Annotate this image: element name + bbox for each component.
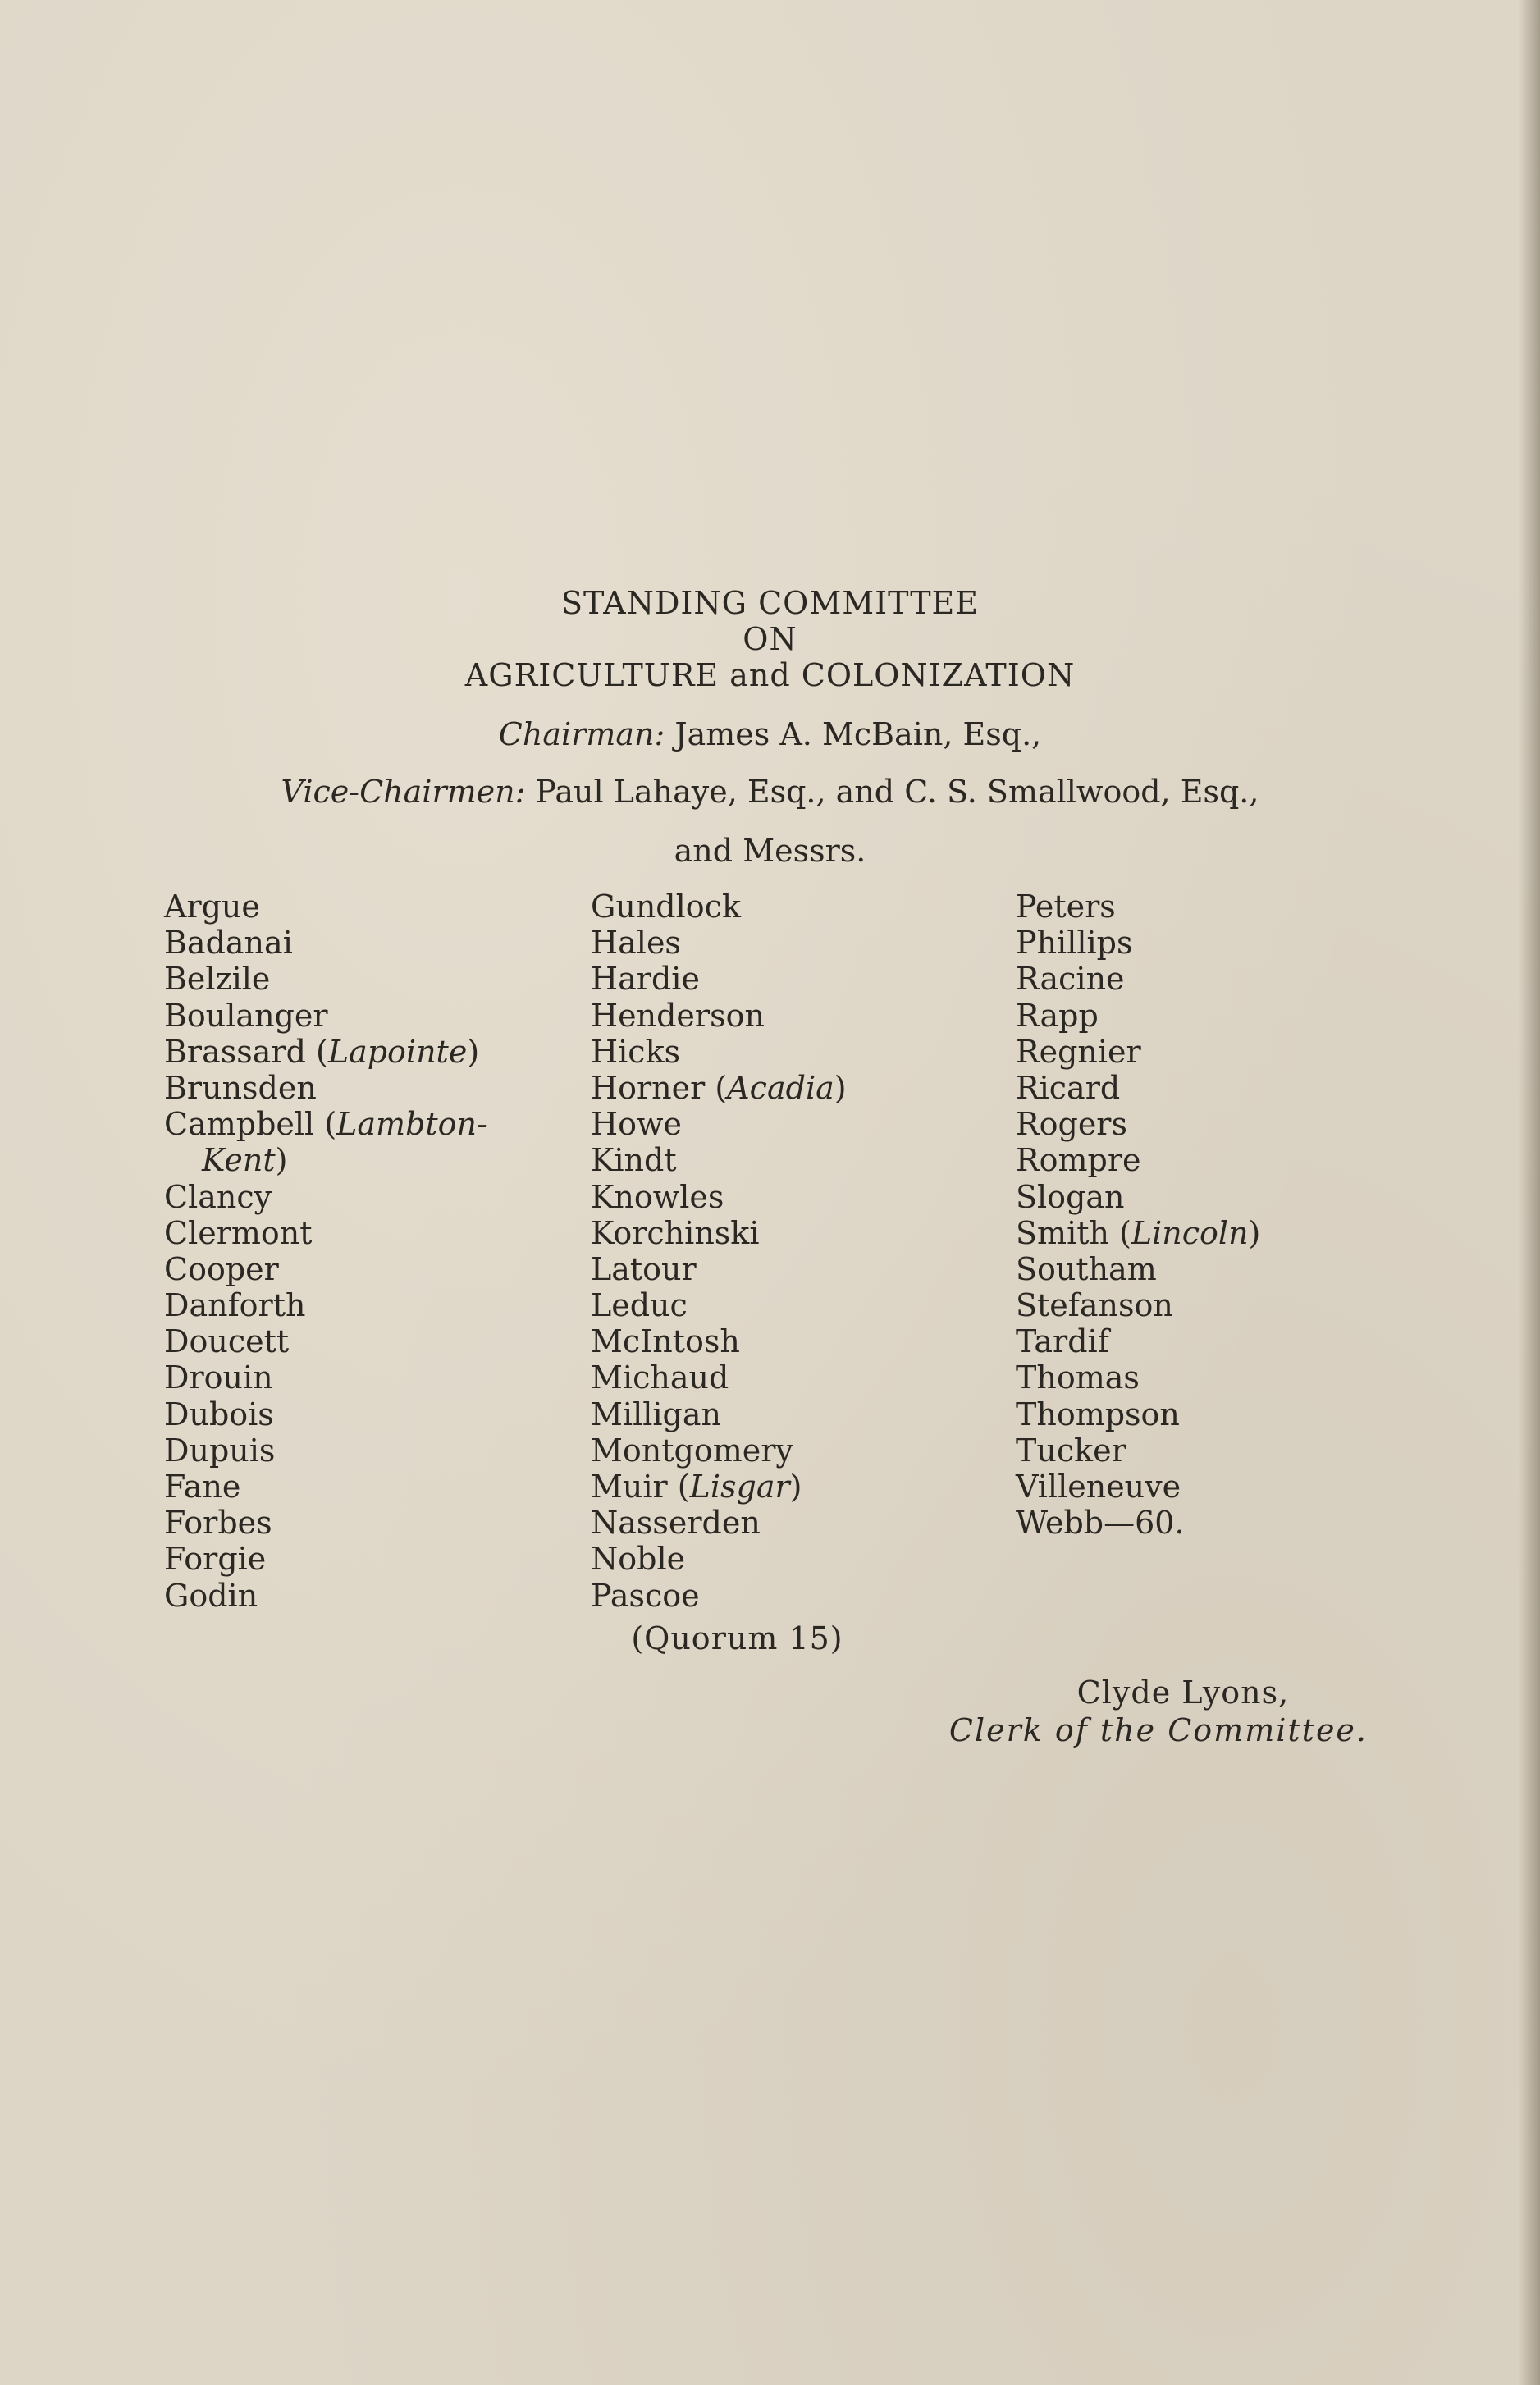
member-district: Kent) <box>202 1142 288 1179</box>
member-entry <box>1016 1034 1260 1070</box>
member-district: (Lisgar) <box>677 1469 802 1505</box>
member-name: Webb—60. <box>1016 1505 1185 1542</box>
member-entry <box>591 1287 847 1323</box>
member-name: Gundlock <box>591 889 741 925</box>
member-entry <box>591 998 847 1034</box>
member-name: Cooper <box>164 1250 279 1287</box>
member-entry <box>1016 1215 1260 1251</box>
member-name: Muir <box>591 1469 668 1505</box>
member-entry <box>1016 1106 1260 1142</box>
member-entry <box>591 1142 847 1178</box>
member-entry <box>1016 1287 1260 1323</box>
member-entry <box>591 1469 847 1505</box>
member-name: Dubois <box>164 1396 274 1432</box>
member-name: Hardie <box>591 961 700 998</box>
member-name: McIntosh <box>591 1323 740 1360</box>
member-name: Hicks <box>591 1033 681 1070</box>
member-entry <box>164 1215 487 1251</box>
member-name: Clermont <box>164 1214 313 1251</box>
member-entry <box>164 925 487 961</box>
clerk-title: Clerk of the Committee. <box>948 1712 1368 1748</box>
member-name: Belzile <box>164 961 271 998</box>
member-entry <box>591 1323 847 1359</box>
member-name: Thompson <box>1016 1396 1180 1432</box>
member-entry <box>164 998 487 1034</box>
member-name: Korchinski <box>591 1214 760 1251</box>
member-entry <box>164 1469 487 1505</box>
member-name: Brassard <box>164 1033 306 1070</box>
heading-line-2: ON <box>743 621 797 657</box>
vice-chairmen-names: Paul Lahaye, Esq., and C. S. Smallwood, Esq., <box>535 774 1259 810</box>
member-district: (Lincoln) <box>1119 1214 1261 1251</box>
member-name: Racine <box>1016 961 1125 998</box>
member-entry <box>591 1505 847 1541</box>
member-entry <box>591 1541 847 1577</box>
member-name: Drouin <box>164 1359 273 1396</box>
member-name: Rapp <box>1016 997 1099 1034</box>
member-entry <box>164 1505 487 1541</box>
member-name: Thomas <box>1016 1359 1140 1396</box>
member-entry <box>591 1106 847 1142</box>
member-entry <box>1016 1323 1260 1359</box>
member-name: Fane <box>164 1469 241 1505</box>
member-name: Forbes <box>164 1505 272 1542</box>
member-entry <box>591 1179 847 1215</box>
member-name: Latour <box>591 1250 697 1287</box>
member-entry <box>164 1179 487 1215</box>
member-name: Michaud <box>591 1359 729 1396</box>
member-name: Henderson <box>591 997 765 1034</box>
member-entry <box>164 1323 487 1359</box>
page-edge-shadow <box>1519 0 1540 2385</box>
member-name: Pascoe <box>591 1577 700 1614</box>
member-name: Stefanson <box>1016 1287 1173 1324</box>
quorum-note: (Quorum 15) <box>631 1620 843 1656</box>
member-name: Howe <box>591 1106 683 1143</box>
member-entry <box>164 1070 487 1106</box>
member-entry <box>1016 1432 1260 1469</box>
member-entry <box>1016 961 1260 997</box>
member-name: Regnier <box>1016 1033 1141 1070</box>
messrs-line: and Messrs. <box>674 833 866 869</box>
member-entry <box>1016 1396 1260 1432</box>
member-name: Horner <box>591 1069 706 1106</box>
member-name: Milligan <box>591 1396 721 1432</box>
member-name: Hales <box>591 925 681 962</box>
member-entry <box>1016 889 1260 925</box>
member-column-3 <box>1016 889 1260 1541</box>
member-entry <box>1016 1142 1260 1178</box>
member-name: Dupuis <box>164 1432 276 1469</box>
member-entry <box>164 1287 487 1323</box>
member-name: Smith <box>1016 1214 1109 1251</box>
member-name: Rogers <box>1016 1106 1127 1143</box>
member-entry <box>591 1578 847 1614</box>
member-entry <box>1016 998 1260 1034</box>
member-name: Leduc <box>591 1287 688 1324</box>
member-name: Danforth <box>164 1287 306 1324</box>
member-entry <box>164 1541 487 1577</box>
member-name: Montgomery <box>591 1432 793 1469</box>
vice-chairmen-line <box>0 774 1540 810</box>
member-entry <box>164 1359 487 1396</box>
member-entry <box>164 1396 487 1432</box>
member-entry <box>591 961 847 997</box>
member-entry <box>164 961 487 997</box>
member-name: Peters <box>1016 889 1116 925</box>
member-entry <box>164 1578 487 1614</box>
member-entry <box>591 925 847 961</box>
member-name: Campbell <box>164 1106 315 1143</box>
member-district: (Lambton- <box>324 1106 487 1143</box>
member-entry <box>164 1142 487 1178</box>
member-name: Kindt <box>591 1142 677 1179</box>
member-entry <box>164 1432 487 1469</box>
member-entry <box>1016 1469 1260 1505</box>
member-name: Noble <box>591 1541 686 1578</box>
member-entry <box>1016 1070 1260 1106</box>
chairman-line <box>0 716 1540 752</box>
member-name: Clancy <box>164 1178 272 1215</box>
member-name: Tucker <box>1016 1432 1126 1469</box>
member-name: Nasserden <box>591 1505 761 1542</box>
member-entry <box>1016 925 1260 961</box>
member-entry <box>591 1359 847 1396</box>
member-name: Knowles <box>591 1178 724 1215</box>
member-name: Godin <box>164 1577 258 1614</box>
member-name: Badanai <box>164 925 293 962</box>
member-entry <box>164 1251 487 1287</box>
member-entry <box>1016 1505 1260 1541</box>
member-entry <box>591 1396 847 1432</box>
clerk-signature-block <box>949 1674 1368 1749</box>
member-name: Forgie <box>164 1541 267 1578</box>
member-name: Slogan <box>1016 1178 1125 1215</box>
chairman-role: Chairman: <box>498 716 665 752</box>
member-name: Argue <box>164 889 260 925</box>
member-name: Ricard <box>1016 1069 1121 1106</box>
clerk-name: Clyde Lyons, <box>1076 1675 1290 1711</box>
member-name: Boulanger <box>164 997 328 1034</box>
member-district: (Acadia) <box>715 1069 847 1106</box>
member-district: (Lapointe) <box>316 1033 480 1070</box>
heading-line-3: AGRICULTURE and COLONIZATION <box>464 657 1076 693</box>
member-entry <box>1016 1251 1260 1287</box>
vice-chairmen-role: Vice-Chairmen: <box>281 774 526 810</box>
member-entry <box>591 1251 847 1287</box>
member-entry <box>1016 1359 1260 1396</box>
member-entry <box>591 889 847 925</box>
member-entry <box>591 1070 847 1106</box>
member-entry <box>164 1106 487 1142</box>
member-name: Villeneuve <box>1016 1469 1181 1505</box>
heading-line-1: STANDING COMMITTEE <box>560 585 980 621</box>
member-column-2 <box>591 889 847 1614</box>
member-entry <box>591 1034 847 1070</box>
member-entry <box>1016 1179 1260 1215</box>
member-name: Phillips <box>1016 925 1133 962</box>
member-name: Doucett <box>164 1323 290 1360</box>
member-name: Brunsden <box>164 1069 317 1106</box>
chairman-name: James A. McBain, Esq., <box>674 716 1042 752</box>
member-entry <box>591 1432 847 1469</box>
member-name: Tardif <box>1016 1323 1109 1360</box>
member-column-1 <box>164 889 487 1614</box>
member-name: Southam <box>1016 1250 1157 1287</box>
member-entry <box>164 889 487 925</box>
member-entry <box>591 1215 847 1251</box>
member-name: Rompre <box>1016 1142 1141 1179</box>
member-entry <box>164 1034 487 1070</box>
